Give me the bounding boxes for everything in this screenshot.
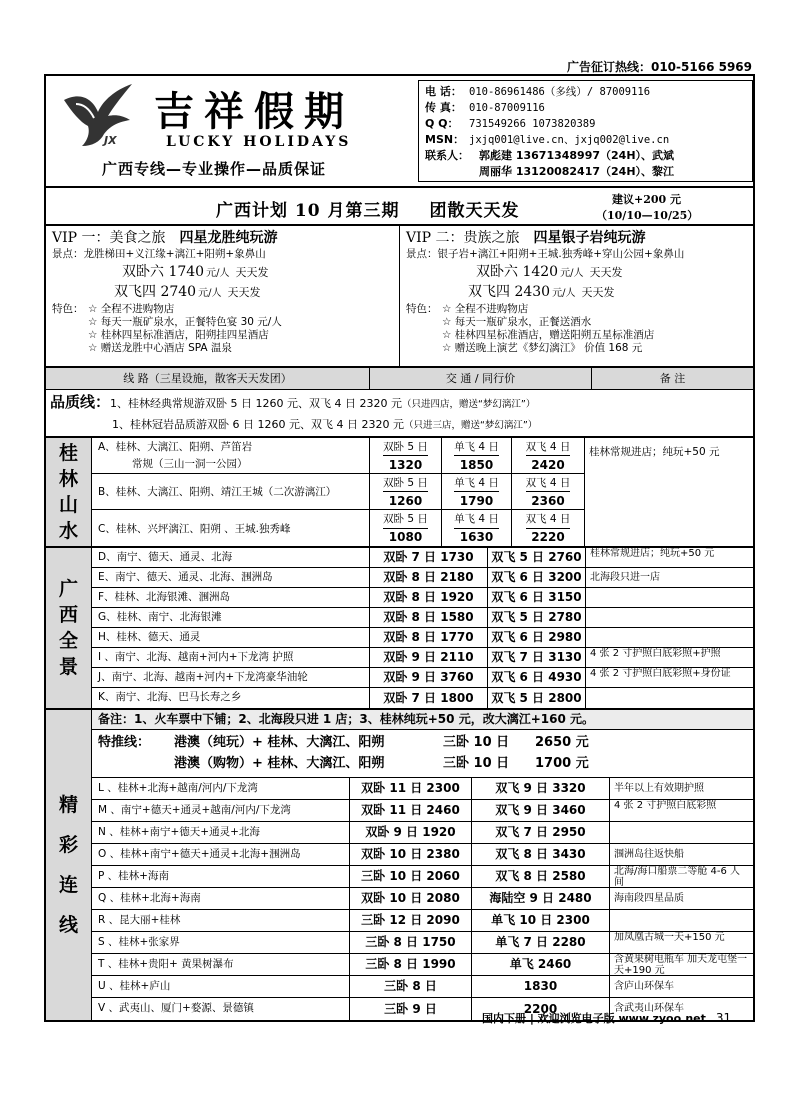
- vip-feature: ☆ 全程不进购物店: [88, 303, 175, 315]
- vip-feature: ☆ 每天一瓶矿泉水，正餐特色宴 30 元/人: [88, 316, 282, 328]
- route-name: E、南宁、德天、通灵、北海、涠洲岛: [92, 568, 370, 587]
- price-2: 双飞 7 日 2950: [472, 822, 610, 843]
- footer-text: 国内下册 | 欢迎浏览电子版 www.zyoo.net: [482, 1012, 706, 1025]
- vip-section: [46, 226, 753, 368]
- price-1: 双卧 7 日 1730: [370, 548, 488, 567]
- label-char: 山: [58, 494, 78, 516]
- route-name: N 、桂林+南宁+德天+通灵+北海: [92, 822, 350, 843]
- msn-label: MSN：: [425, 133, 465, 146]
- section-guangxi: [46, 548, 753, 710]
- route-name: D、南宁、德天、通灵、北海: [92, 548, 370, 567]
- vip-feature: ☆ 全程不进购物店: [442, 303, 529, 315]
- label-char: 林: [58, 468, 78, 490]
- price-1: 三卧 10 日 2060: [350, 866, 472, 887]
- special-stay: 三卧 10 日: [443, 735, 510, 750]
- price-header: 单飞 4 日: [454, 474, 499, 492]
- label-char: 桂: [58, 442, 78, 464]
- price-2: 双飞 9 日 3460: [472, 800, 610, 821]
- fax-label: 传 真：: [425, 101, 462, 114]
- vip-feature: ☆ 赠送龙胜中心酒店 SPA 温泉: [88, 342, 232, 354]
- ad-hotline: 广告征订热线：010-5166 5969: [566, 60, 752, 74]
- row-note: 北海/海口船票二等舱 4-6 人间: [614, 866, 741, 887]
- price-value: 2420: [531, 457, 565, 472]
- vip-tagline: 四星龙胜纯玩游: [179, 230, 278, 246]
- section-jingcai: [46, 710, 753, 1020]
- plan-suggest: 建议+200 元: [612, 193, 682, 206]
- price-value: 2220: [531, 530, 565, 545]
- price-value: 1260: [388, 493, 423, 508]
- table-row: [92, 648, 753, 668]
- row-note: 桂林常规进店；纯玩+50 元: [584, 438, 753, 546]
- route-name: H、桂林、德天、通灵: [92, 628, 370, 647]
- price-2: 双飞 9 日 3320: [472, 778, 610, 799]
- vip-price: 双卧六 1740: [122, 264, 205, 280]
- price-1: 双卧 8 日 1580: [370, 608, 488, 627]
- price-header: 双飞 4 日: [526, 438, 571, 456]
- jingcai-rows: [92, 778, 753, 1020]
- phone-label: 电 话：: [425, 85, 462, 98]
- special-name: 港澳（购物）+ 桂林、大漓江、阳朔: [174, 756, 385, 771]
- price-1: 三卧 9 日: [350, 998, 472, 1020]
- price-header: 单飞 4 日: [454, 438, 499, 456]
- price-2: 双飞 6 日 3200: [488, 568, 586, 587]
- price-2: 单飞 7 日 2280: [472, 932, 610, 953]
- table-row: [92, 822, 753, 844]
- qq-label: Q Q：: [425, 117, 459, 130]
- price-header: 双卧 5 日: [383, 438, 428, 456]
- label-char: 连: [58, 874, 78, 896]
- price-1: 双卧 7 日 1800: [370, 688, 488, 708]
- price-1: 双卧 11 日 2460: [350, 800, 472, 821]
- vip-feature: ☆ 桂林四星标准酒店，赠送阳朔五星标准酒店: [442, 329, 655, 341]
- vip-unit: 元/人: [206, 268, 230, 279]
- vip-spots: 景点：银子岩+漓江+阳朔+王城.独秀峰+穿山公园+象鼻山: [406, 248, 685, 260]
- price-value: 1320: [388, 457, 423, 472]
- vip-title: VIP 一：美食之旅: [52, 230, 166, 246]
- phone-number: 010-86961486（多线）/ 87009116: [469, 86, 651, 98]
- route-name: P 、桂林+海南: [92, 866, 350, 887]
- section-label: [46, 548, 92, 708]
- msn-address: jxjq001@live.cn、jxjq002@live.cn: [469, 134, 670, 146]
- quality-line: 1、桂林冠岩品质游双卧 6 日 1260 元、双飞 4 日 2320 元: [112, 418, 404, 431]
- price-header: 单飞 4 日: [454, 510, 499, 529]
- row-note: [586, 588, 753, 607]
- slogan: 广西专线—专业操作—品质保证: [102, 160, 327, 178]
- vip-feature-label: 特色：: [52, 303, 84, 315]
- contact-person-label: 联系人：: [425, 149, 469, 162]
- header-route: 线 路（三星设施，散客天天发团）: [46, 368, 370, 389]
- row-note: [586, 628, 753, 647]
- vip-unit: 元/人: [552, 288, 576, 299]
- price-2: 双飞 5 日 2800: [488, 688, 586, 708]
- table-row: [92, 668, 753, 688]
- brand-name-en: LUCKY HOLIDAYS: [166, 134, 352, 150]
- label-char: 西: [58, 604, 78, 626]
- price-1: 双卧 8 日 1920: [370, 588, 488, 607]
- contact-person-1: 郭彪建 13671348997（24H）、武斌: [479, 149, 675, 162]
- route-name: C、桂林、兴坪漓江、阳朔 、王城.独秀峰: [92, 510, 370, 546]
- vip-unit: 元/人: [560, 268, 584, 279]
- vip-feature: ☆ 赠送晚上演艺《梦幻漓江》 价值 168 元: [442, 342, 643, 354]
- label-char: 全: [58, 630, 78, 652]
- price-header: 双卧 5 日: [383, 510, 428, 529]
- price-value: 1790: [459, 493, 494, 508]
- row-note: 北海段只进一店: [590, 572, 660, 583]
- special-price: 1700 元: [535, 756, 589, 771]
- table-row: [92, 844, 753, 866]
- vip-price: 双飞四 2740: [114, 284, 197, 300]
- row-note: 半年以上有效期护照: [614, 783, 704, 794]
- table-row: [92, 688, 753, 708]
- table-row: [92, 888, 753, 910]
- route-name: S 、桂林+张家界: [92, 932, 350, 953]
- price-value: 1080: [388, 530, 423, 545]
- price-header: 双飞 4 日: [526, 510, 571, 529]
- table-row: [92, 510, 584, 546]
- plan-title-main: 广西计划 10 月第三期: [216, 201, 400, 221]
- price-2: 2200: [472, 998, 610, 1020]
- route-detail: 常规（三山一洞一公园）: [132, 458, 248, 470]
- price-2: 海陆空 9 日 2480: [472, 888, 610, 909]
- price-1: 双卧 9 日 1920: [350, 822, 472, 843]
- quality-line-note: （只进三店，赠送“梦幻漓江”）: [403, 420, 538, 431]
- price-2: 双飞 8 日 2580: [472, 866, 610, 887]
- route-name: F、桂林、北海银滩、涠洲岛: [92, 588, 370, 607]
- label-char: 水: [58, 520, 78, 542]
- route-name: I 、南宁、北海、越南+河内+下龙湾 护照: [92, 648, 370, 667]
- footer: [482, 1010, 731, 1026]
- header-transport: 交 通 / 同行价: [370, 368, 592, 389]
- price-2: 双飞 5 日 2780: [488, 608, 586, 627]
- brand-name-cn: 吉祥假期: [154, 88, 354, 135]
- route-name: T 、桂林+贵阳+ 黄果树瀑布: [92, 954, 350, 975]
- page-number: 31: [715, 1011, 732, 1025]
- price-1: 双卧 8 日 2180: [370, 568, 488, 587]
- table-row: [92, 800, 753, 822]
- quality-line: 1、桂林经典常规游双卧 5 日 1260 元、双飞 4 日 2320 元: [110, 397, 402, 410]
- row-note: 涠洲岛往返快船: [614, 849, 684, 860]
- table-row: [92, 438, 584, 474]
- table-row: [92, 548, 753, 568]
- route-name: G、桂林、南宁、北海银滩: [92, 608, 370, 627]
- vip-price: 双飞四 2430: [468, 284, 551, 300]
- vip-feature: ☆ 每天一瓶矿泉水，正餐送酒水: [442, 316, 592, 328]
- table-row: [92, 866, 753, 888]
- route-name: V 、武夷山、厦门+婺源、景德镇: [92, 998, 350, 1020]
- row-note: [610, 910, 753, 931]
- vip-feature-label: 特色：: [406, 303, 438, 315]
- plan-title: [216, 196, 520, 221]
- quality-heading: 品质线：: [50, 393, 111, 411]
- row-note: 含武夷山环保车: [614, 1003, 684, 1014]
- table-row: [92, 932, 753, 954]
- price-2: 双飞 7 日 3130: [488, 648, 586, 667]
- route-name: O 、桂林+南宁+德天+通灵+北海+涠洲岛: [92, 844, 350, 865]
- price-2: 单飞 10 日 2300: [472, 910, 610, 931]
- quality-lines: [46, 390, 753, 438]
- vip-daily: 天天发: [227, 286, 261, 299]
- route-name: R 、昆大丽+桂林: [92, 910, 350, 931]
- vip-daily: 天天发: [235, 266, 269, 279]
- price-2: 双飞 6 日 4930: [488, 668, 586, 687]
- special-lines: [92, 730, 753, 778]
- row-note: 桂林常规进店；纯玩+50 元: [590, 548, 715, 559]
- table-row: [92, 628, 753, 648]
- price-2: 双飞 6 日 2980: [488, 628, 586, 647]
- table-row: [92, 474, 584, 510]
- route-name: U 、桂林+庐山: [92, 976, 350, 997]
- contact-box: [418, 80, 753, 182]
- label-char: 线: [58, 914, 78, 936]
- fax-number: 010-87009116: [469, 102, 545, 114]
- route-name: K、南宁、北海、巴马长寿之乡: [92, 688, 370, 708]
- table-row: [92, 568, 753, 588]
- price-1: 双卧 9 日 2110: [370, 648, 488, 667]
- row-note: 海南段四星品质: [614, 893, 684, 904]
- section-label: [46, 438, 92, 546]
- qq-number: 731549266 1073820389: [469, 118, 596, 130]
- price-value: 1850: [459, 457, 494, 472]
- row-note: 4 张 2 寸护照白底彩照+护照: [590, 648, 721, 659]
- special-stay: 三卧 10 日: [443, 756, 510, 771]
- row-note: 4 张 2 寸护照白底彩照: [614, 800, 717, 811]
- price-2: 单飞 2460: [472, 954, 610, 975]
- vip-tagline: 四星银子岩纯玩游: [533, 230, 646, 246]
- row-note: 加凤凰古城一天+150 元: [614, 932, 725, 943]
- vip-daily: 天天发: [589, 266, 623, 279]
- dove-logo-icon: [62, 82, 134, 148]
- price-2: 1830: [472, 976, 610, 997]
- vip-spots: 景点：龙胜梯田+义江缘+漓江+阳朔+象鼻山: [52, 248, 266, 260]
- route-name: L 、桂林+北海+越南/河内/下龙湾: [92, 778, 350, 799]
- notice: 备注：1、火车票中下铺；2、北海段只进 1 店；3、桂林纯玩+50 元，改大漓江+160 元。: [92, 710, 753, 730]
- table-row: [92, 608, 753, 628]
- price-1: 三卧 12 日 2090: [350, 910, 472, 931]
- price-2: 双飞 6 日 3150: [488, 588, 586, 607]
- route-name: A、桂林、大漓江、阳朔、芦笛岩: [98, 441, 253, 453]
- special-name: 港澳（纯玩）+ 桂林、大漓江、阳朔: [174, 735, 385, 750]
- logo-mark: JX: [104, 134, 117, 147]
- table-row: [92, 778, 753, 800]
- row-note: [586, 608, 753, 627]
- price-1: 双卧 8 日 1770: [370, 628, 488, 647]
- section-guilin: [46, 438, 753, 548]
- label-char: 精: [58, 794, 78, 816]
- row-note: 4 张 2 寸护照白底彩照+身份证: [590, 668, 731, 679]
- section-label: [46, 710, 92, 1020]
- price-2: 双飞 5 日 2760: [488, 548, 586, 567]
- label-char: 彩: [58, 834, 78, 856]
- price-1: 双卧 9 日 3760: [370, 668, 488, 687]
- vip-feature: ☆ 桂林四星标准酒店，阳朔挂四星酒店: [88, 329, 269, 341]
- price-1: 三卧 8 日: [350, 976, 472, 997]
- plan-dates: （10/10—10/25）: [596, 209, 699, 222]
- guangxi-rows: [92, 548, 753, 708]
- plan-banner: [46, 188, 753, 226]
- vip-title: VIP 二：贵族之旅: [406, 230, 520, 246]
- route-name: Q 、桂林+北海+海南: [92, 888, 350, 909]
- vip-card: [46, 226, 400, 366]
- price-1: 双卧 11 日 2300: [350, 778, 472, 799]
- route-name: M 、南宁+德天+通灵+越南/河内/下龙湾: [92, 800, 350, 821]
- price-1: 双卧 10 日 2080: [350, 888, 472, 909]
- label-char: 广: [58, 578, 78, 600]
- flyer-page: [44, 74, 755, 1022]
- table-row: [92, 910, 753, 932]
- row-note: [610, 822, 753, 843]
- plan-subtitle: 团散天天发: [429, 201, 520, 221]
- header: [46, 76, 753, 188]
- price-header: 双卧 5 日: [383, 474, 428, 492]
- row-note: 含庐山环保车: [614, 981, 674, 992]
- special-label: 特推线：: [98, 735, 151, 750]
- vip-price: 双卧六 1420: [476, 264, 559, 280]
- quality-line-note: （只进四店，赠送“梦幻漓江”）: [401, 399, 536, 410]
- row-note: 含黄果树电瓶车 加天龙屯堡一天+190 元: [614, 954, 748, 975]
- table-row: [92, 588, 753, 608]
- price-1: 三卧 8 日 1750: [350, 932, 472, 953]
- table-row: [92, 954, 753, 976]
- table-row: [92, 976, 753, 998]
- special-price: 2650 元: [535, 735, 589, 750]
- header-note: 备 注: [659, 372, 686, 385]
- price-1: 双卧 10 日 2380: [350, 844, 472, 865]
- vip-unit: 元/人: [198, 288, 222, 299]
- price-2: 双飞 8 日 3430: [472, 844, 610, 865]
- route-name: B、桂林、大漓江、阳朔、靖江王城（二次游漓江）: [92, 474, 370, 509]
- vip-daily: 天天发: [581, 286, 615, 299]
- price-value: 2360: [531, 493, 565, 508]
- contact-person-2: 周丽华 13120082417（24H）、黎江: [479, 165, 675, 178]
- price-1: 三卧 8 日 1990: [350, 954, 472, 975]
- row-note: [586, 688, 753, 708]
- vip-card: [400, 226, 753, 366]
- price-header: 双飞 4 日: [526, 474, 571, 492]
- table-header: [46, 368, 753, 390]
- label-char: 景: [58, 656, 78, 678]
- route-name: J、南宁、北海、越南+河内+下龙湾豪华油轮: [92, 668, 370, 687]
- price-value: 1630: [459, 530, 494, 545]
